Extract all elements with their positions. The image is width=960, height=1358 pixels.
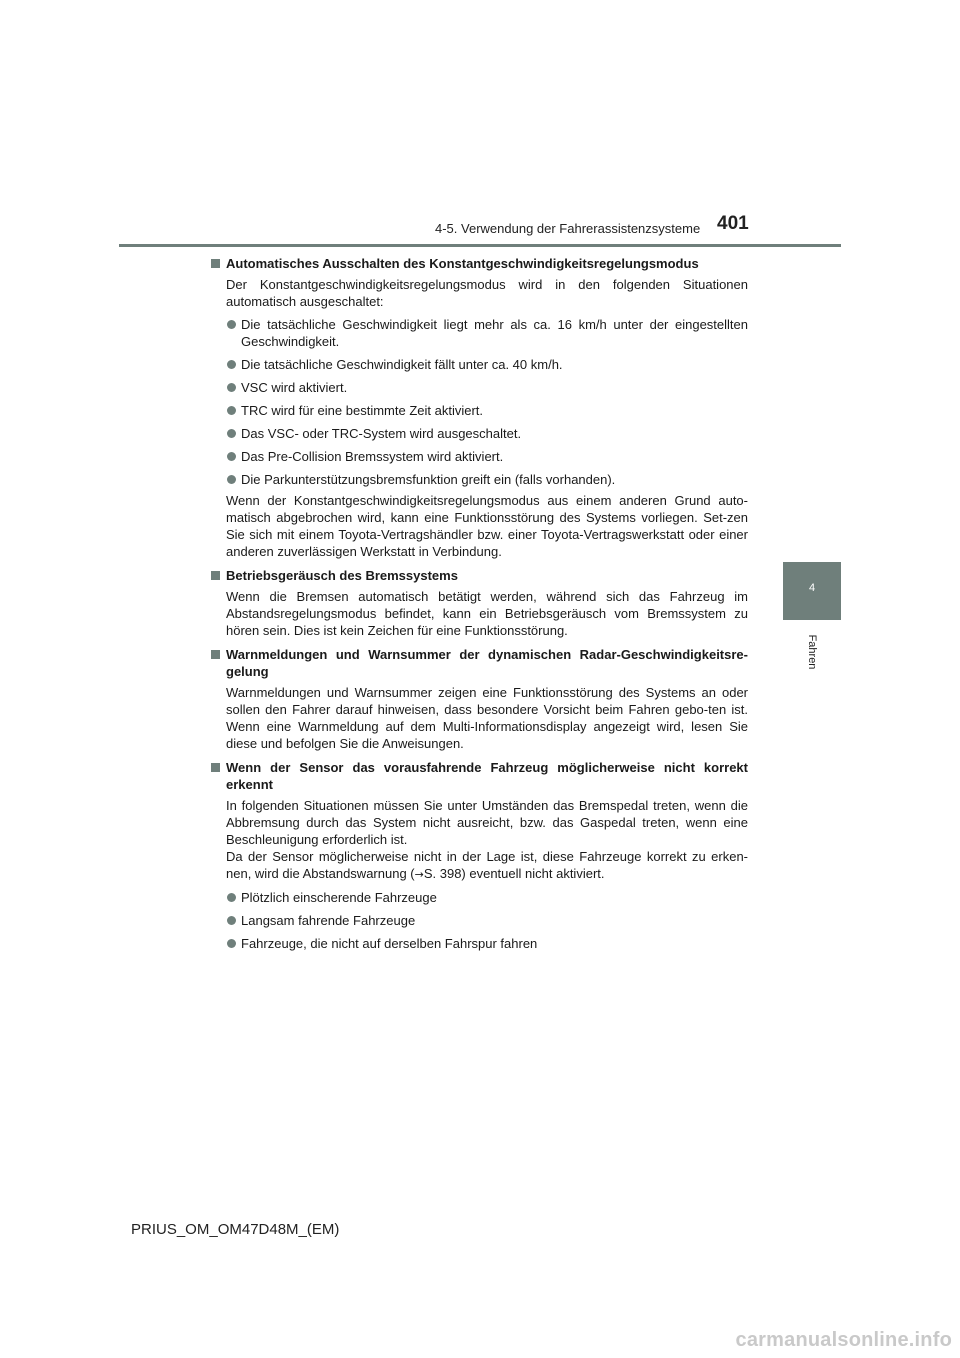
list-item: Plötzlich einscherende Fahrzeuge xyxy=(210,889,748,906)
round-bullet-icon xyxy=(227,916,236,925)
section-heading: Warnmeldungen und Warnsummer der dynamischen Radar-Geschwindigkeitsre-gelung xyxy=(210,646,748,680)
paragraph: Warnmeldungen und Warnsummer zeigen eine Funktionsstörung des Systems an oder sollen den Fahrer darauf hinweisen, dass besondere Vorsicht beim Fahren gebo-ten ist. Wenn eine Warnmeldung auf dem Multi-Informationsdisplay angezeigt wird, lesen Sie diese und befolgen Sie die Anweisungen. xyxy=(226,685,748,751)
list-item: Die tatsächliche Geschwindigkeit fällt unter ca. 40 km/h. xyxy=(210,356,748,373)
chapter-tab xyxy=(783,562,841,620)
list-item: Das Pre-Collision Bremssystem wird aktiviert. xyxy=(210,448,748,465)
square-bullet-icon xyxy=(211,571,220,580)
chapter-number: 4 xyxy=(808,582,816,594)
round-bullet-icon xyxy=(227,475,236,484)
header-rule xyxy=(119,244,841,247)
square-bullet-icon xyxy=(211,650,220,659)
list-item: TRC wird für eine bestimmte Zeit aktiviert. xyxy=(210,402,748,419)
paragraph: In folgenden Situationen müssen Sie unter Umständen das Bremspedal treten, wenn die Abbremsung durch das System nicht ausreicht, bzw. das Gaspedal treten, wenn eine Beschleunigung erforderlich ist. Da der Sensor möglicherweise nicht in der Lage ist, diese Fahrzeuge korrekt zu erken-nen, wird die Abstandswarnung (→S. 398) eventuell nicht aktiviert. xyxy=(226,798,748,881)
list-item: Fahrzeuge, die nicht auf derselben Fahrspur fahren xyxy=(210,935,748,952)
arrow-icon: → xyxy=(414,868,424,881)
square-bullet-icon xyxy=(211,763,220,772)
list-item: Die tatsächliche Geschwindigkeit liegt mehr als ca. 16 km/h unter der eingestellten Geschwindigkeit. xyxy=(210,316,748,350)
list-item: Langsam fahrende Fahrzeuge xyxy=(210,912,748,929)
round-bullet-icon xyxy=(227,429,236,438)
chapter-label-box xyxy=(800,630,824,674)
paragraph: Der Konstantgeschwindigkeitsregelungsmodus wird in den folgenden Situationen automatisch ausgeschaltet: xyxy=(226,277,748,309)
section-heading: Automatisches Ausschalten des Konstantgeschwindigkeitsregelungsmodus xyxy=(210,255,748,272)
list-item: Die Parkunterstützungsbremsfunktion greift ein (falls vorhanden). xyxy=(210,471,748,488)
chapter-label: Fahren xyxy=(806,634,818,670)
round-bullet-icon xyxy=(227,893,236,902)
round-bullet-icon xyxy=(227,452,236,461)
section-heading: Wenn der Sensor das vorausfahrende Fahrzeug möglicherweise nicht korrekt erkennt xyxy=(210,759,748,793)
page-number: 401 xyxy=(717,213,749,234)
list-item: VSC wird aktiviert. xyxy=(210,379,748,396)
watermark: carmanualsonline.info xyxy=(735,1329,952,1351)
running-header: 4-5. Verwendung der Fahrerassistenzsysteme xyxy=(435,221,701,236)
list-item: Das VSC- oder TRC-System wird ausgeschaltet. xyxy=(210,425,748,442)
square-bullet-icon xyxy=(211,259,220,268)
round-bullet-icon xyxy=(227,320,236,329)
paragraph: Wenn die Bremsen automatisch betätigt werden, während sich das Fahrzeug im Abstandsregelungsmodus befindet, kann ein Betriebsgeräusch vom Bremssystem zu hören sein. Dies ist kein Zeichen für eine Funktionsstörung. xyxy=(226,589,748,638)
footer-code: PRIUS_OM_OM47D48M_(EM) xyxy=(131,1221,340,1238)
section-heading: Betriebsgeräusch des Bremssystems xyxy=(210,567,748,584)
round-bullet-icon xyxy=(227,939,236,948)
paragraph: Wenn der Konstantgeschwindigkeitsregelungsmodus aus einem anderen Grund auto-matisch abgebrochen wird, kann eine Funktionsstörung des Systems vorliegen. Set-zen Sie sich mit einem Toyota-Vertragshändler bzw. einer Toyota-Vertragswerkstatt oder einer anderen zuverlässigen Werkstatt in Verbindung. xyxy=(226,493,748,559)
round-bullet-icon xyxy=(227,406,236,415)
round-bullet-icon xyxy=(227,383,236,392)
round-bullet-icon xyxy=(227,360,236,369)
page-content xyxy=(210,255,748,952)
